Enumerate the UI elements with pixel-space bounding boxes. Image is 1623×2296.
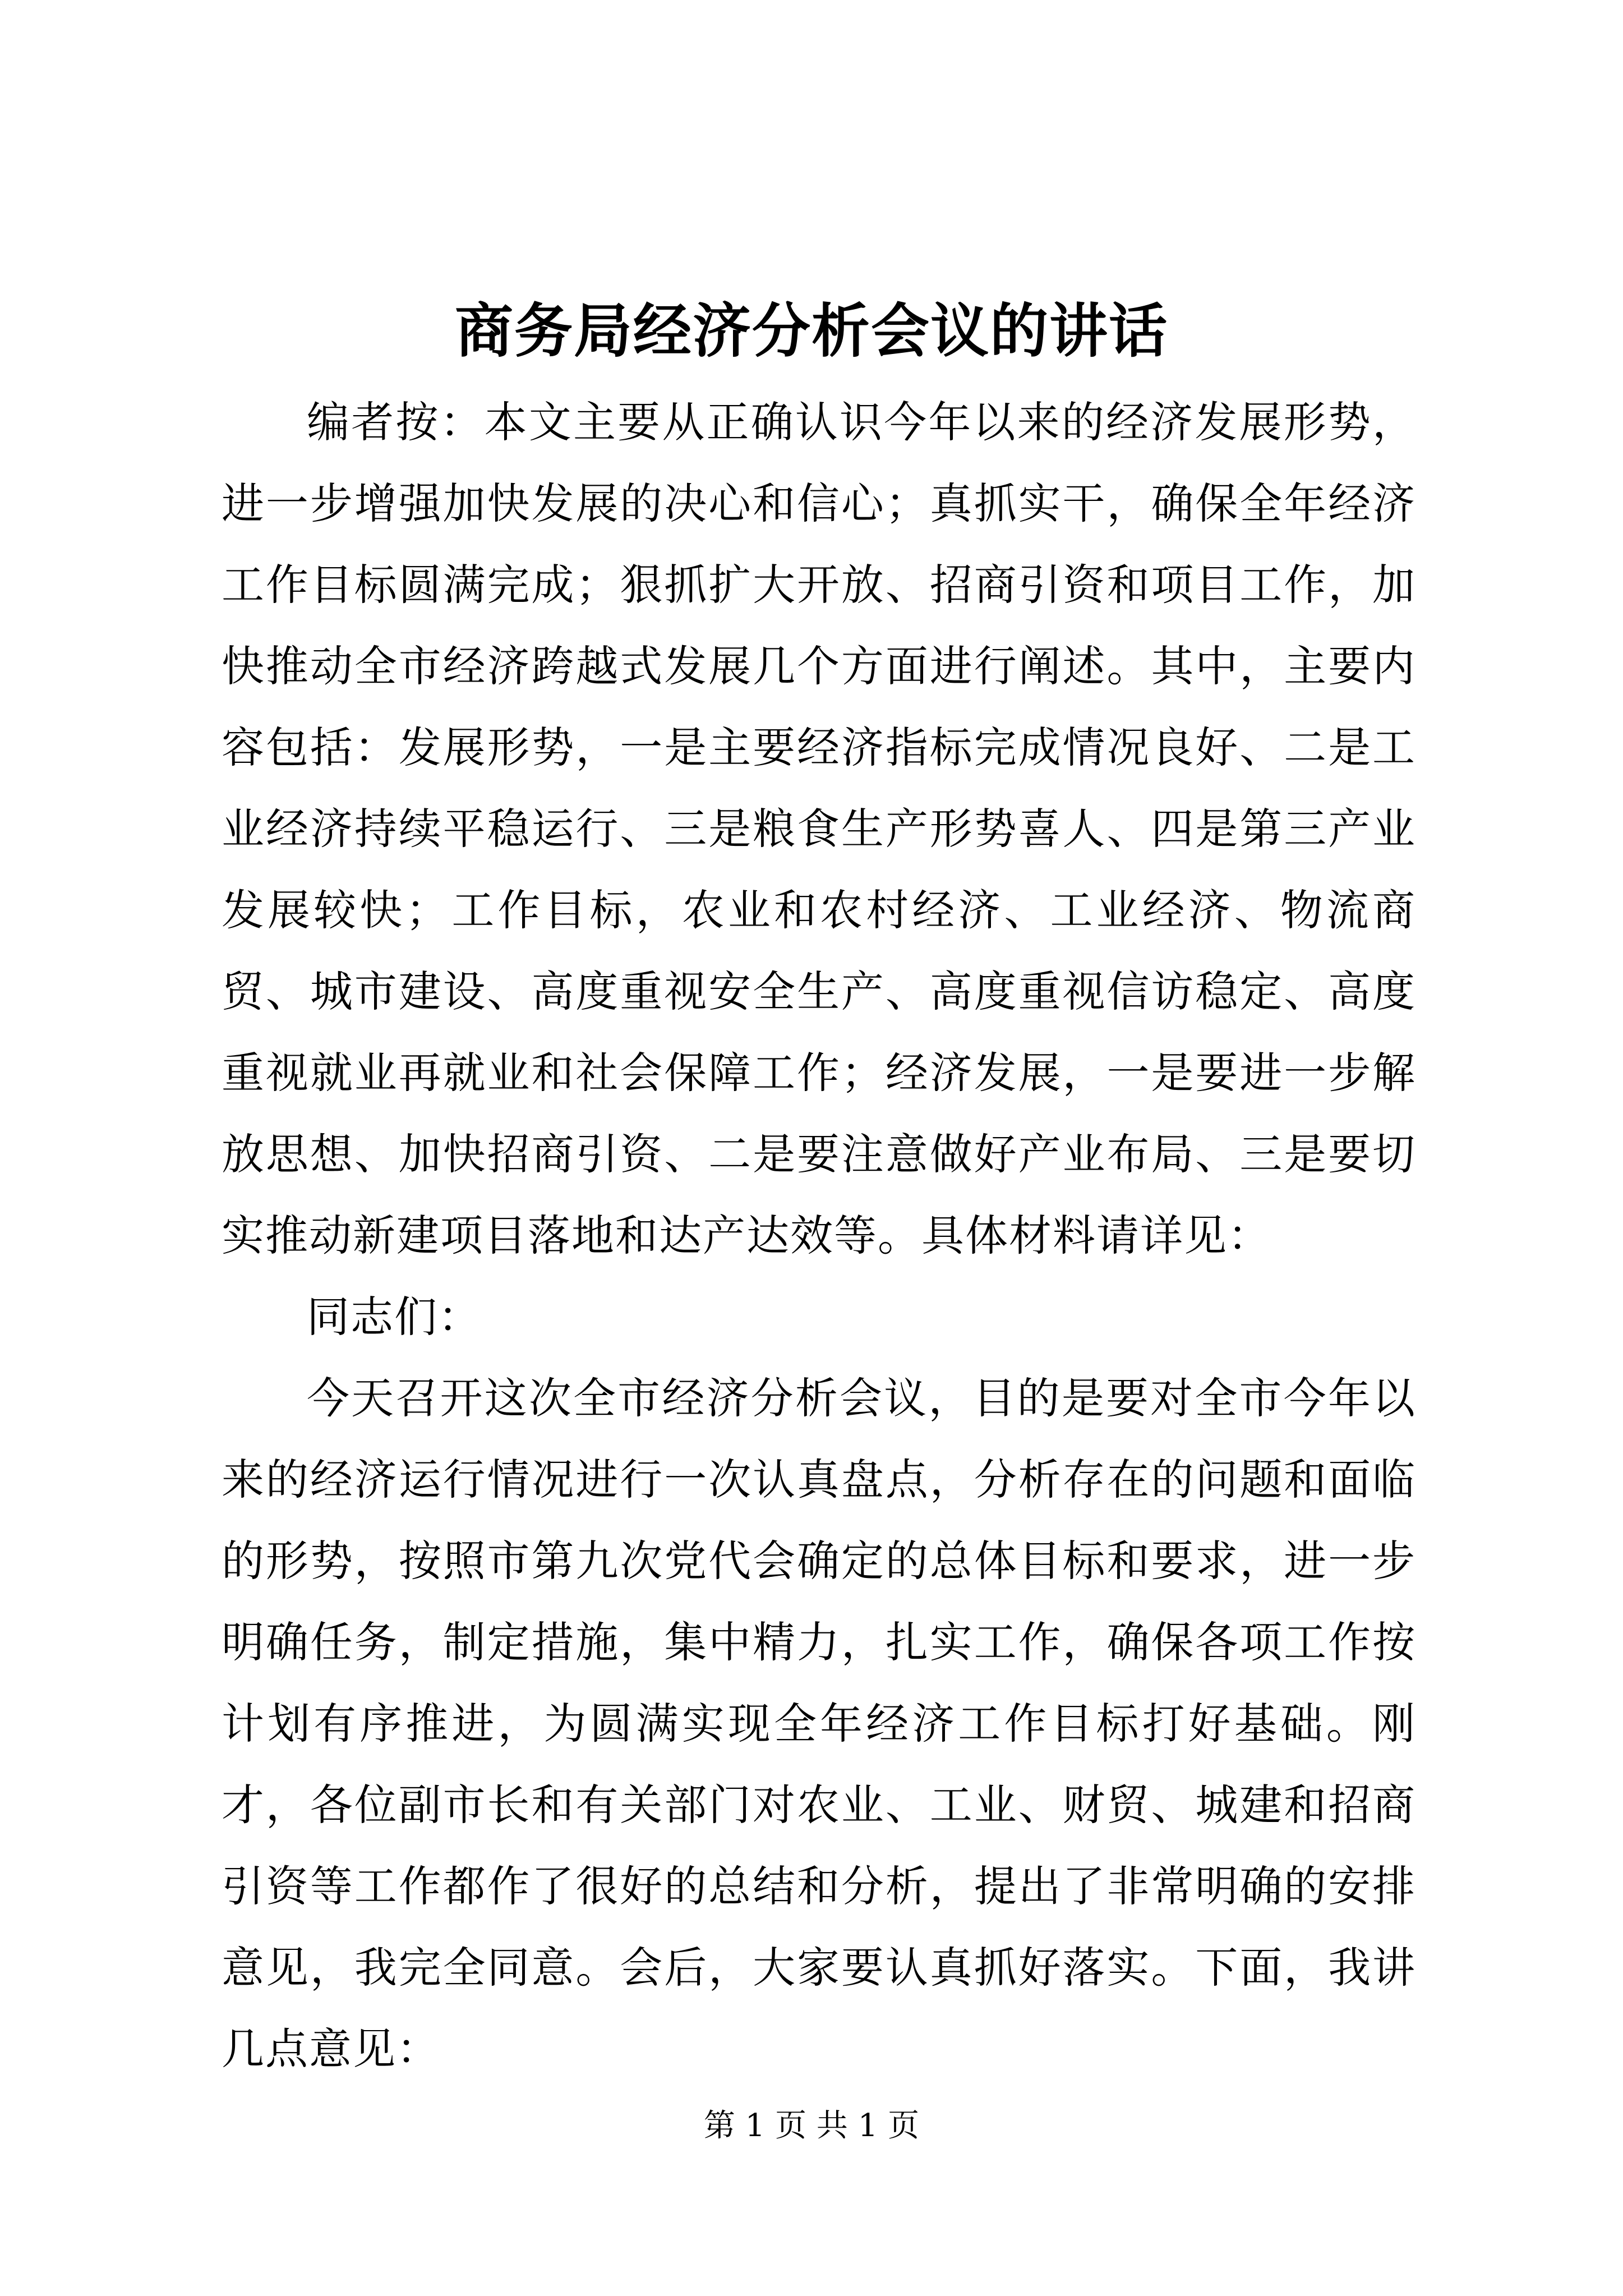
salutation-paragraph: 同志们： <box>307 1292 482 1342</box>
document-body <box>222 381 1416 2090</box>
speech-paragraph: 今天召开这次全市经济分析会议，目的是要对全市今年以来的经济运行情况进行一次认真盘点，分析存在的问题和面临的形势，按照市第九次党代会确定的总体目标和要求，进一步明确任务，制定措施，集中精力，扎实工作，确保各项工作按计划有序推进，为圆满实现全年经济工作目标打好基础。刚才，各位副市长和有关部门对农业、工业、财贸、城建和招商引资等工作都作了很好的总结和分析，提出了非常明确的安排意见，我完全同意。会后，大家要认真抓好落实。下面，我讲几点意见： <box>222 1373 1416 2074</box>
editor-note-paragraph: 编者按：本文主要从正确认识今年以来的经济发展形势，进一步增强加快发展的决心和信心；真抓实干，确保全年经济工作目标圆满完成；狠抓扩大开放、招商引资和项目工作，加快推动全市经济跨越式发展几个方面进行阐述。其中，主要内容包括：发展形势，一是主要经济指标完成情况良好、二是工业经济持续平稳运行、三是粮食生产形势喜人、四是第三产业发展较快；工作目标，农业和农村经济、工业经济、物流商贸、城市建设、高度重视安全生产、高度重视信访稳定、高度重视就业再就业和社会保障工作；经济发展，一是要进一步解放思想、加快招商引资、二是要注意做好产业布局、三是要切实推动新建项目落地和达产达效等。具体材料请详见： <box>222 397 1416 1260</box>
document-title: 商务局经济分析会议的讲话 <box>454 296 1168 365</box>
page-footer: 第 1 页 共 1 页 <box>703 2108 920 2144</box>
